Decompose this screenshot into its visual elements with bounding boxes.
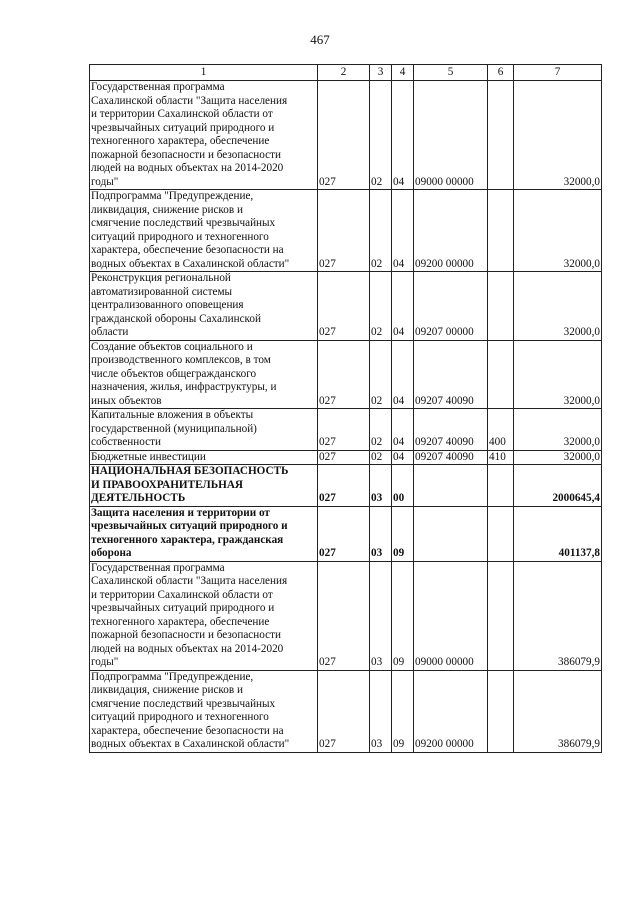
row-amount-cell: 32000,0 (514, 450, 602, 465)
table-header-row (90, 65, 602, 81)
budget-table (89, 64, 602, 753)
row-grbs-cell: 027 (318, 506, 370, 561)
row-amount-cell: 32000,0 (514, 81, 602, 190)
row-section-cell: 02 (370, 272, 392, 341)
column-header: 4 (392, 65, 414, 81)
row-target-article-cell: 09000 00000 (414, 561, 488, 670)
row-grbs-cell: 027 (318, 340, 370, 409)
row-amount-cell: 386079,9 (514, 670, 602, 752)
row-name-cell: Защита населения и территории от чрезвычайных ситуаций природного и техногенного характера, гражданская оборона (90, 506, 318, 561)
row-name-cell: Государственная программа Сахалинской области "Защита населения и территории Сахалинской области от чрезвычайных ситуаций природного и техногенного характера, обеспечение пожарной безопасности и безопасности людей на водных объектах на 2014-2020 годы" (90, 561, 318, 670)
row-target-article-cell: 09200 00000 (414, 670, 488, 752)
row-amount-cell: 2000645,4 (514, 465, 602, 507)
row-section-cell: 03 (370, 506, 392, 561)
row-subsection-cell: 04 (392, 272, 414, 341)
row-expense-type-cell: 410 (488, 450, 514, 465)
row-grbs-cell: 027 (318, 465, 370, 507)
column-header: 3 (370, 65, 392, 81)
row-subsection-cell: 04 (392, 81, 414, 190)
column-header: 2 (318, 65, 370, 81)
row-subsection-cell: 09 (392, 506, 414, 561)
row-expense-type-cell (488, 506, 514, 561)
row-grbs-cell: 027 (318, 272, 370, 341)
row-grbs-cell: 027 (318, 190, 370, 272)
column-header: 6 (488, 65, 514, 81)
row-target-article-cell: 09207 00000 (414, 272, 488, 341)
row-name-cell: Подпрограмма "Предупреждение, ликвидация, снижение рисков и смягчение последствий чрезвычайных ситуаций природного и техногенного характера, обеспечение безопасности на водных объектах в Сахалинской области" (90, 190, 318, 272)
column-header: 1 (90, 65, 318, 81)
row-amount-cell: 32000,0 (514, 190, 602, 272)
row-grbs-cell: 027 (318, 670, 370, 752)
table-row (90, 190, 602, 272)
column-header: 5 (414, 65, 488, 81)
row-subsection-cell: 09 (392, 670, 414, 752)
row-name-cell: Государственная программа Сахалинской области "Защита населения и территории Сахалинской области от чрезвычайных ситуаций природного и техногенного характера, обеспечение пожарной безопасности и безопасности людей на водных объектах на 2014-2020 годы" (90, 81, 318, 190)
row-subsection-cell: 04 (392, 190, 414, 272)
row-grbs-cell: 027 (318, 81, 370, 190)
row-name-cell: Создание объектов социального и производственного комплексов, в том числе объектов общегражданского назначения, жилья, инфраструктуры, и иных объектов (90, 340, 318, 409)
column-header: 7 (514, 65, 602, 81)
table-row (90, 561, 602, 670)
row-subsection-cell: 04 (392, 450, 414, 465)
row-name-cell: Реконструкция региональной автоматизированной системы централизованного оповещения гражданской обороны Сахалинской области (90, 272, 318, 341)
page-number: 467 (310, 32, 330, 47)
row-section-cell: 02 (370, 409, 392, 451)
table-row (90, 506, 602, 561)
table-row (90, 409, 602, 451)
row-section-cell: 02 (370, 81, 392, 190)
row-expense-type-cell (488, 190, 514, 272)
row-amount-cell: 32000,0 (514, 272, 602, 341)
row-target-article-cell: 09207 40090 (414, 340, 488, 409)
table-row (90, 465, 602, 507)
table-row (90, 670, 602, 752)
row-expense-type-cell: 400 (488, 409, 514, 451)
table-row (90, 272, 602, 341)
row-section-cell: 02 (370, 190, 392, 272)
row-target-article-cell: 09207 40090 (414, 450, 488, 465)
row-expense-type-cell (488, 340, 514, 409)
row-subsection-cell: 09 (392, 561, 414, 670)
row-subsection-cell: 04 (392, 340, 414, 409)
row-amount-cell: 32000,0 (514, 340, 602, 409)
row-target-article-cell (414, 465, 488, 507)
row-expense-type-cell (488, 561, 514, 670)
row-name-cell: Подпрограмма "Предупреждение, ликвидация, снижение рисков и смягчение последствий чрезвычайных ситуаций природного и техногенного характера, обеспечение безопасности на водных объектах в Сахалинской области" (90, 670, 318, 752)
table-row (90, 340, 602, 409)
row-section-cell: 03 (370, 670, 392, 752)
row-target-article-cell: 09200 00000 (414, 190, 488, 272)
row-subsection-cell: 04 (392, 409, 414, 451)
row-expense-type-cell (488, 465, 514, 507)
row-target-article-cell: 09000 00000 (414, 81, 488, 190)
row-section-cell: 03 (370, 465, 392, 507)
row-name-cell: Бюджетные инвестиции (90, 450, 318, 465)
row-expense-type-cell (488, 670, 514, 752)
row-section-cell: 02 (370, 450, 392, 465)
row-name-cell: НАЦИОНАЛЬНАЯ БЕЗОПАСНОСТЬ И ПРАВООХРАНИТЕЛЬНАЯ ДЕЯТЕЛЬНОСТЬ (90, 465, 318, 507)
row-subsection-cell: 00 (392, 465, 414, 507)
row-amount-cell: 386079,9 (514, 561, 602, 670)
row-name-cell: Капитальные вложения в объекты государственной (муниципальной) собственности (90, 409, 318, 451)
row-expense-type-cell (488, 81, 514, 190)
row-grbs-cell: 027 (318, 409, 370, 451)
row-amount-cell: 32000,0 (514, 409, 602, 451)
row-amount-cell: 401137,8 (514, 506, 602, 561)
row-section-cell: 02 (370, 340, 392, 409)
row-expense-type-cell (488, 272, 514, 341)
row-target-article-cell (414, 506, 488, 561)
row-grbs-cell: 027 (318, 561, 370, 670)
table-row (90, 450, 602, 465)
table-body (90, 81, 602, 753)
row-section-cell: 03 (370, 561, 392, 670)
row-grbs-cell: 027 (318, 450, 370, 465)
table-row (90, 81, 602, 190)
row-target-article-cell: 09207 40090 (414, 409, 488, 451)
